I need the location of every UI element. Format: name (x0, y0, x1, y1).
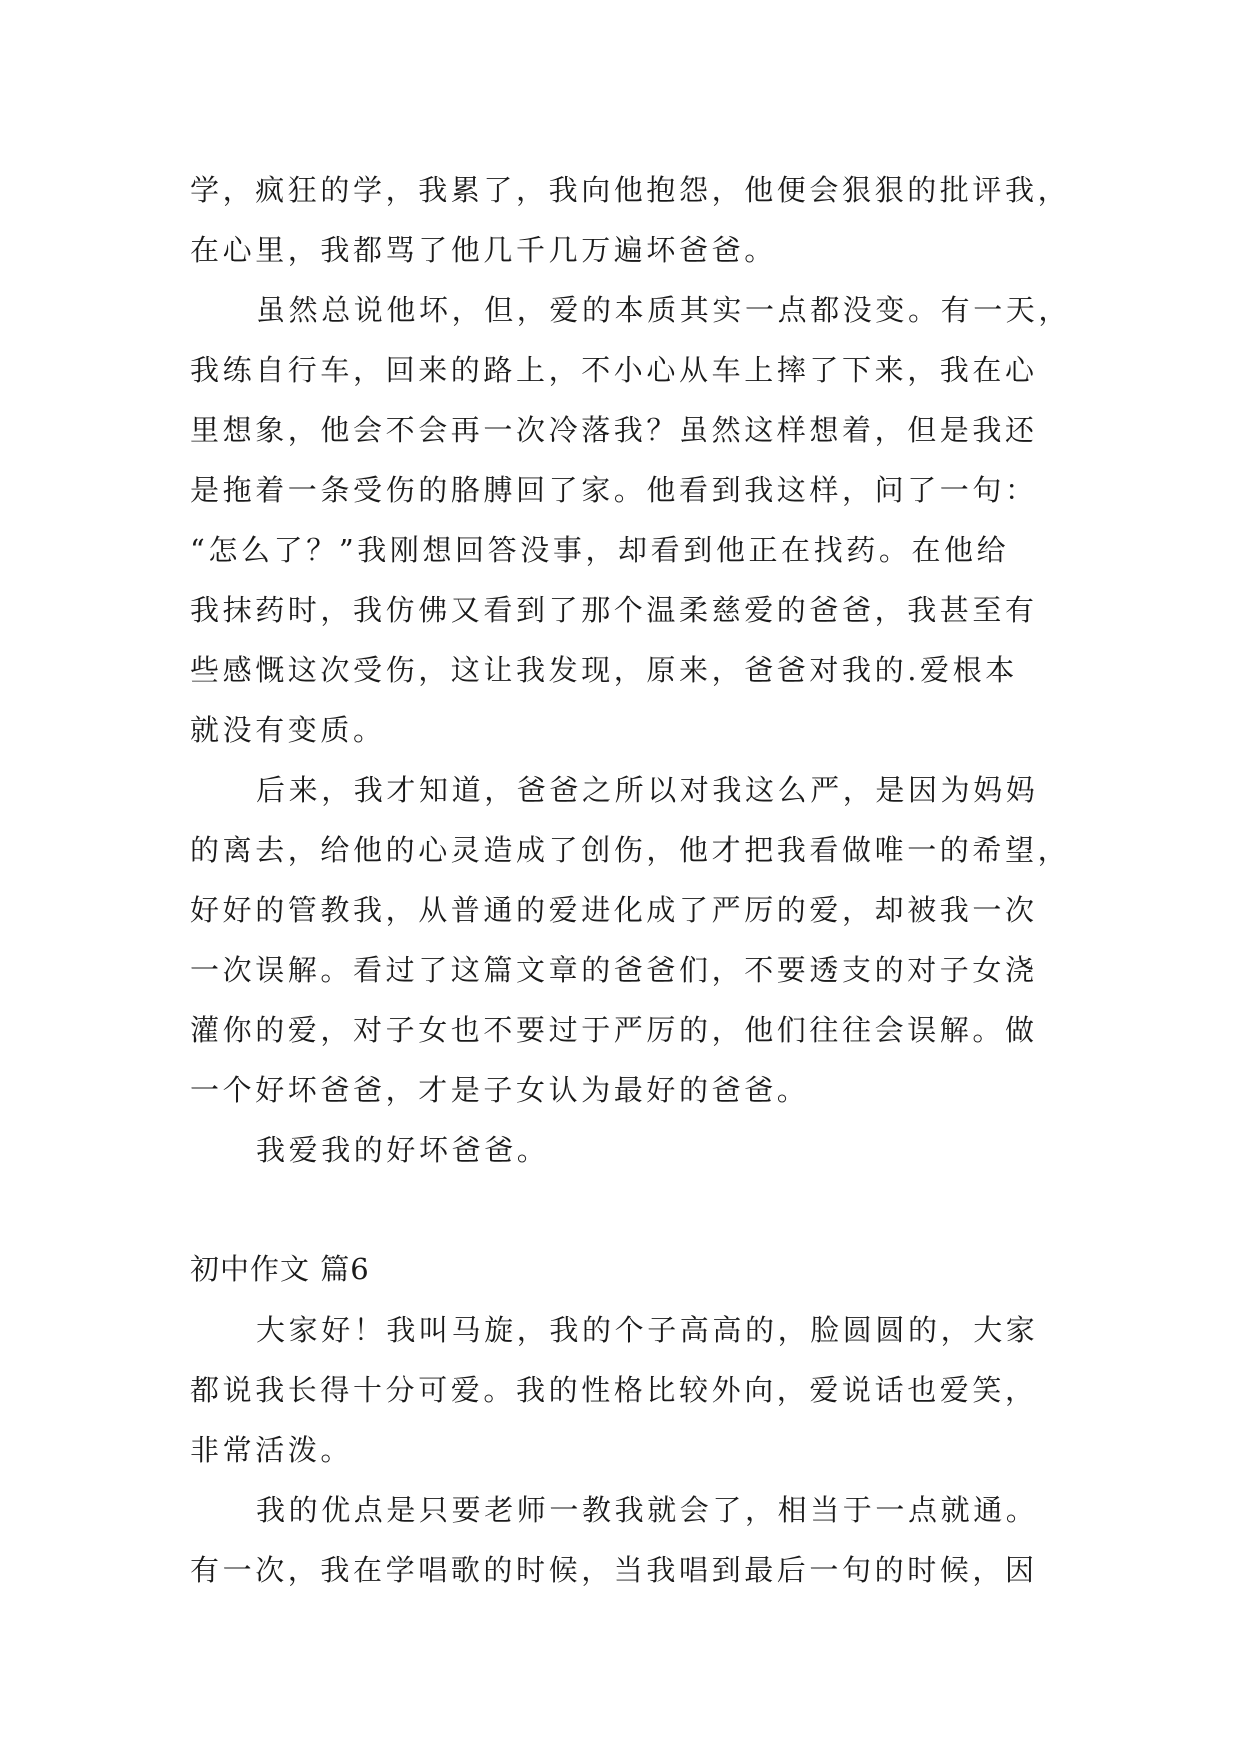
text-line: 大家好！我叫马旋，我的个子高高的，脸圆圆的，大家 (256, 1313, 1039, 1347)
text-line: 我爱我的好坏爸爸。 (256, 1133, 550, 1167)
paragraph (190, 1120, 1070, 1180)
text-line: 学，疯狂的学，我累了，我向他抱怨，他便会狠狠的批评我， (190, 173, 1071, 207)
text-line: 就没有变质。 (190, 713, 386, 747)
text-line: 虽然总说他坏，但，爱的本质其实一点都没变。有一天， (256, 293, 1072, 327)
text-line: 我的优点是只要老师一教我就会了，相当于一点就通。 (256, 1493, 1039, 1527)
text-line: 好好的管教我，从普通的爱进化成了严厉的爱，却被我一次 (190, 893, 1038, 927)
paragraph (190, 760, 1070, 1120)
text-line: 都说我长得十分可爱。我的性格比较外向，爱说话也爱笑， (190, 1373, 1038, 1407)
paragraph (190, 280, 1070, 760)
section-heading: 初中作文 篇6 (190, 1252, 370, 1286)
text-line: “怎么了？”我刚想回答没事，却看到他正在找药。在他给 (190, 533, 1010, 567)
paragraph-continued (190, 160, 1070, 280)
text-line: 是拖着一条受伤的胳膊回了家。他看到我这样，问了一句： (190, 473, 1038, 507)
text-line: 里想象，他会不会再一次冷落我？虽然这样想着，但是我还 (190, 413, 1038, 447)
text-line: 的离去，给他的心灵造成了创伤，他才把我看做唯一的希望， (190, 833, 1071, 867)
text-line: 非常活泼。 (190, 1433, 354, 1467)
text-line: 在心里，我都骂了他几千几万遍坏爸爸。 (190, 233, 777, 267)
paragraph (190, 1480, 1070, 1600)
paragraph (190, 1300, 1070, 1480)
text-line: 一次误解。看过了这篇文章的爸爸们，不要透支的对子女浇 (190, 953, 1038, 987)
text-line: 一个好坏爸爸，才是子女认为最好的爸爸。 (190, 1073, 810, 1107)
document-page (190, 160, 1070, 1600)
section-gap (190, 1180, 1070, 1239)
text-line: 我抹药时，我仿佛又看到了那个温柔慈爱的爸爸，我甚至有 (190, 593, 1038, 627)
text-line: 有一次，我在学唱歌的时候，当我唱到最后一句的时候，因 (190, 1553, 1038, 1587)
text-line: 后来，我才知道，爸爸之所以对我这么严，是因为妈妈 (256, 773, 1039, 807)
text-line: 我练自行车，回来的路上，不小心从车上摔了下来，我在心 (190, 353, 1038, 387)
text-line: 些感慨这次受伤，这让我发现，原来，爸爸对我的.爱根本 (190, 653, 1018, 687)
text-line: 灌你的爱，对子女也不要过于严厉的，他们往往会误解。做 (190, 1013, 1038, 1047)
